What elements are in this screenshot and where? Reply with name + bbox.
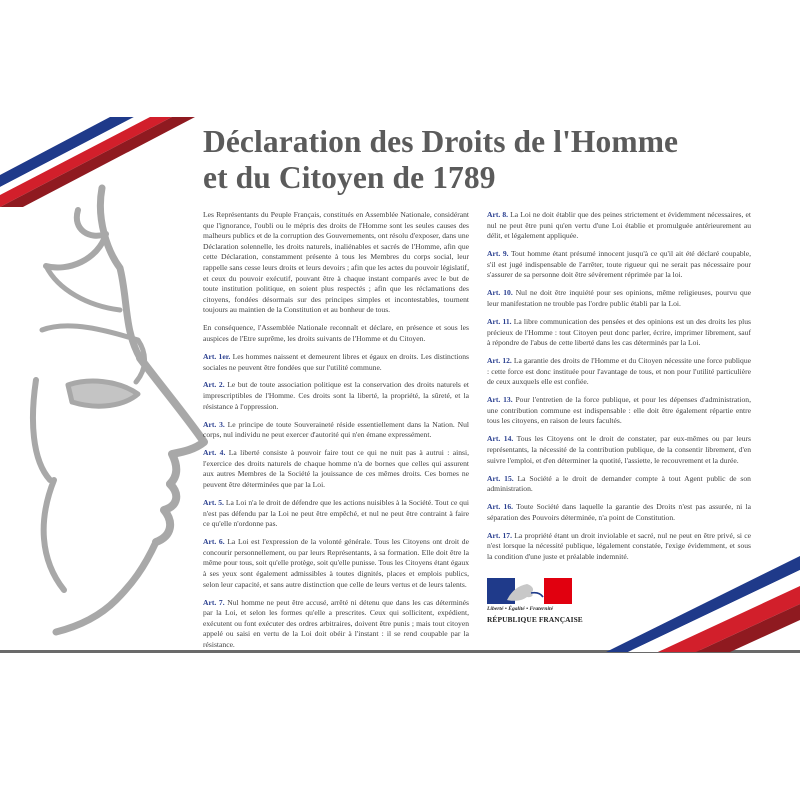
article-text: La propriété étant un droit inviolable et sacré, nul ne peut en être privé, si ce n'est lorsque la nécessité publique, légalement constatée, l'exige évidemment, et sous la condition d'une juste et préalable indemnité. bbox=[487, 530, 751, 561]
article-6 bbox=[203, 537, 469, 590]
tricolor-ribbon-bottom-right bbox=[600, 556, 800, 652]
article-label: Art. 16. bbox=[487, 502, 514, 512]
article-label: Art. 15. bbox=[487, 473, 514, 483]
article-13 bbox=[487, 395, 751, 427]
preamble-paragraph: Les Représentants du Peuple Français, constitués en Assemblée Nationale, considérant que l'ignorance, l'oubli ou le mépris des droits de l'Homme sont les seules causes des malheurs publics et de la corruption des Gouvernements, ont résolu d'exposer, dans une Déclaration solennelle, les droits naturels, inaliénables et sacrés de l'Homme, afin que cette Déclaration, constamment présente à tous les Membres du corps social, leur rappelle sans cesse leurs droits et leurs devoirs ; afin que les actes du pouvoir législatif, et ceux du pouvoir exécutif, pouvant être à chaque instant comparés avec le but de toute institution politique, en soient plus respectés ; afin que les réclamations des citoyens, fondées désormais sur des principes simples et incontestables, tournent toujours au maintien de la Constitution et au bonheur de tous. bbox=[203, 210, 469, 315]
article-text: Pour l'entretien de la force publique, et pour les dépenses d'administration, une contribution commune est indispensable : elle doit être également répartie entre tous les citoyens, en raison de leurs facultés. bbox=[487, 395, 751, 426]
article-label: Art. 10. bbox=[487, 288, 513, 298]
article-label: Art. 7. bbox=[203, 597, 225, 607]
article-label: Art. 8. bbox=[487, 210, 509, 219]
article-text: Le principe de toute Souveraineté réside essentiellement dans la Nation. Nul corps, nul individu ne peut exercer d'autorité qui n'en émane expressément. bbox=[203, 419, 469, 440]
article-text: La garantie des droits de l'Homme et du Citoyen nécessite une force publique : cette force est donc instituée pour l'avantage de tous, et non pour l'utilité particulière de ceux auxquels elle est confiée. bbox=[487, 356, 751, 387]
article-10 bbox=[487, 288, 751, 309]
article-label: Art. 12. bbox=[487, 356, 512, 366]
article-label: Art. 9. bbox=[487, 249, 509, 259]
right-text-column bbox=[487, 210, 751, 570]
article-text: La liberté consiste à pouvoir faire tout ce qui ne nuit pas à autrui : ainsi, l'exercice des droits naturels de chaque homme n'a de bornes que celles qui assurent aux autres Membres de la Société la jouissance de ces mêmes droits. Ces bornes ne peuvent être déterminées que par la Loi. bbox=[203, 448, 469, 490]
republique-francaise-logo bbox=[487, 578, 583, 630]
article-text: Tout homme étant présumé innocent jusqu'à ce qu'il ait été déclaré coupable, s'il est jugé indispensable de l'arrêter, toute rigueur qui ne serait pas nécessaire pour s'assurer de sa personne doit être sévèrement réprimée par la loi. bbox=[487, 249, 751, 280]
article-label: Art. 3. bbox=[203, 419, 225, 429]
article-label: Art. 11. bbox=[487, 316, 512, 326]
preamble-paragraph: En conséquence, l'Assemblée Nationale reconnaît et déclare, en présence et sous les auspices de l'Etre suprême, les droits suivants de l'Homme et du Citoyen. bbox=[203, 323, 469, 343]
article-text: Les hommes naissent et demeurent libres et égaux en droits. Les distinctions sociales ne peuvent être fondées que sur l'utilité commune. bbox=[203, 351, 469, 372]
article-1 bbox=[203, 352, 469, 373]
logo-name: RÉPUBLIQUE FRANÇAISE bbox=[487, 615, 583, 624]
title-line-1: Déclaration des Droits de l'Homme bbox=[203, 124, 679, 159]
article-text: La Loi est l'expression de la volonté générale. Tous les Citoyens ont droit de concourir personnellement, ou par leurs Représentants, à sa formation. Elle doit être la même pour tous, soit qu'elle protège, soit qu'elle punisse. Tous les Citoyens étant égaux à ses yeux sont également admissibles à toutes dignités, places et emplois publics, selon leur capacité, et sans autre distinction que celle de leurs vertus et de leurs talents. bbox=[203, 537, 469, 589]
article-label: Art. 1er. bbox=[203, 351, 231, 361]
page-title bbox=[203, 124, 793, 196]
article-12 bbox=[487, 356, 751, 388]
article-label: Art. 17. bbox=[487, 530, 513, 540]
article-text: Toute Société dans laquelle la garantie des Droits n'est pas assurée, ni la séparation des Pouvoirs déterminée, n'a point de Constitution. bbox=[487, 502, 751, 522]
article-8 bbox=[487, 210, 751, 242]
article-5 bbox=[203, 498, 469, 530]
article-text: Le but de toute association politique est la conservation des droits naturels et imprescriptibles de l'Homme. Ces droits sont la liberté, la propriété, la sûreté, et la résistance à l'oppression. bbox=[203, 380, 469, 411]
article-text: La Loi n'a le droit de défendre que les actions nuisibles à la Société. Tout ce qui n'est pas défendu par la Loi ne peut être empêché, et nul ne peut être contraint à faire ce qu'elle n'ordonne pas. bbox=[203, 498, 469, 529]
title-line-2: et du Citoyen de 1789 bbox=[203, 160, 496, 195]
article-14 bbox=[487, 434, 751, 466]
article-15 bbox=[487, 474, 751, 495]
article-16 bbox=[487, 502, 751, 523]
article-label: Art. 6. bbox=[203, 537, 225, 547]
article-4 bbox=[203, 448, 469, 490]
article-2 bbox=[203, 380, 469, 412]
article-7 bbox=[203, 598, 469, 651]
article-text: Nul ne doit être inquiété pour ses opinions, même religieuses, pourvu que leur manifestation ne trouble pas l'ordre public établi par la Loi. bbox=[487, 288, 751, 308]
article-3 bbox=[203, 420, 469, 441]
article-label: Art. 4. bbox=[203, 448, 226, 458]
article-text: La Loi ne doit établir que des peines strictement et évidemment nécessaires, et nul ne peut être puni qu'en vertu d'une Loi établie et promulguée antérieurement au délit, et légalement appliquée. bbox=[487, 210, 751, 241]
article-text: La Société a le droit de demander compte à tout Agent public de son administration. bbox=[487, 473, 751, 494]
article-label: Art. 13. bbox=[487, 395, 513, 405]
article-text: Nul homme ne peut être accusé, arrêté ni détenu que dans les cas déterminés par la Loi, et selon les formes qu'elle a prescrites. Ceux qui sollicitent, expédient, exécutent ou font exécuter des ordres arbitraires, doivent être punis ; mais tout citoyen appelé ou saisi en vertu de la Loi doit obéir à l'instant : il se rend coupable par la résistance. bbox=[203, 597, 469, 649]
article-label: Art. 14. bbox=[487, 434, 514, 444]
article-9 bbox=[487, 249, 751, 281]
marianne-flag-logo-icon bbox=[487, 578, 572, 604]
article-label: Art. 2. bbox=[203, 380, 225, 390]
article-text: La libre communication des pensées et des opinions est un des droits les plus précieux de l'Homme : tout Citoyen peut donc parler, écrire, imprimer librement, sauf à répondre de l'abus de cette liberté dans les cas déterminés par la Loi. bbox=[487, 316, 751, 348]
article-17 bbox=[487, 531, 751, 563]
left-text-column bbox=[203, 210, 469, 658]
logo-motto: Liberté • Égalité • Fraternité bbox=[487, 606, 554, 612]
article-text: Tous les Citoyens ont le droit de constater, par eux-mêmes ou par leurs représentants, la nécessité de la contribution publique, de la consentir librement, d'en suivre l'emploi, et d'en déterminer la quotité, l'assiette, le recouvrement et la durée. bbox=[487, 434, 751, 465]
article-label: Art. 5. bbox=[203, 498, 224, 507]
article-11 bbox=[487, 317, 751, 349]
